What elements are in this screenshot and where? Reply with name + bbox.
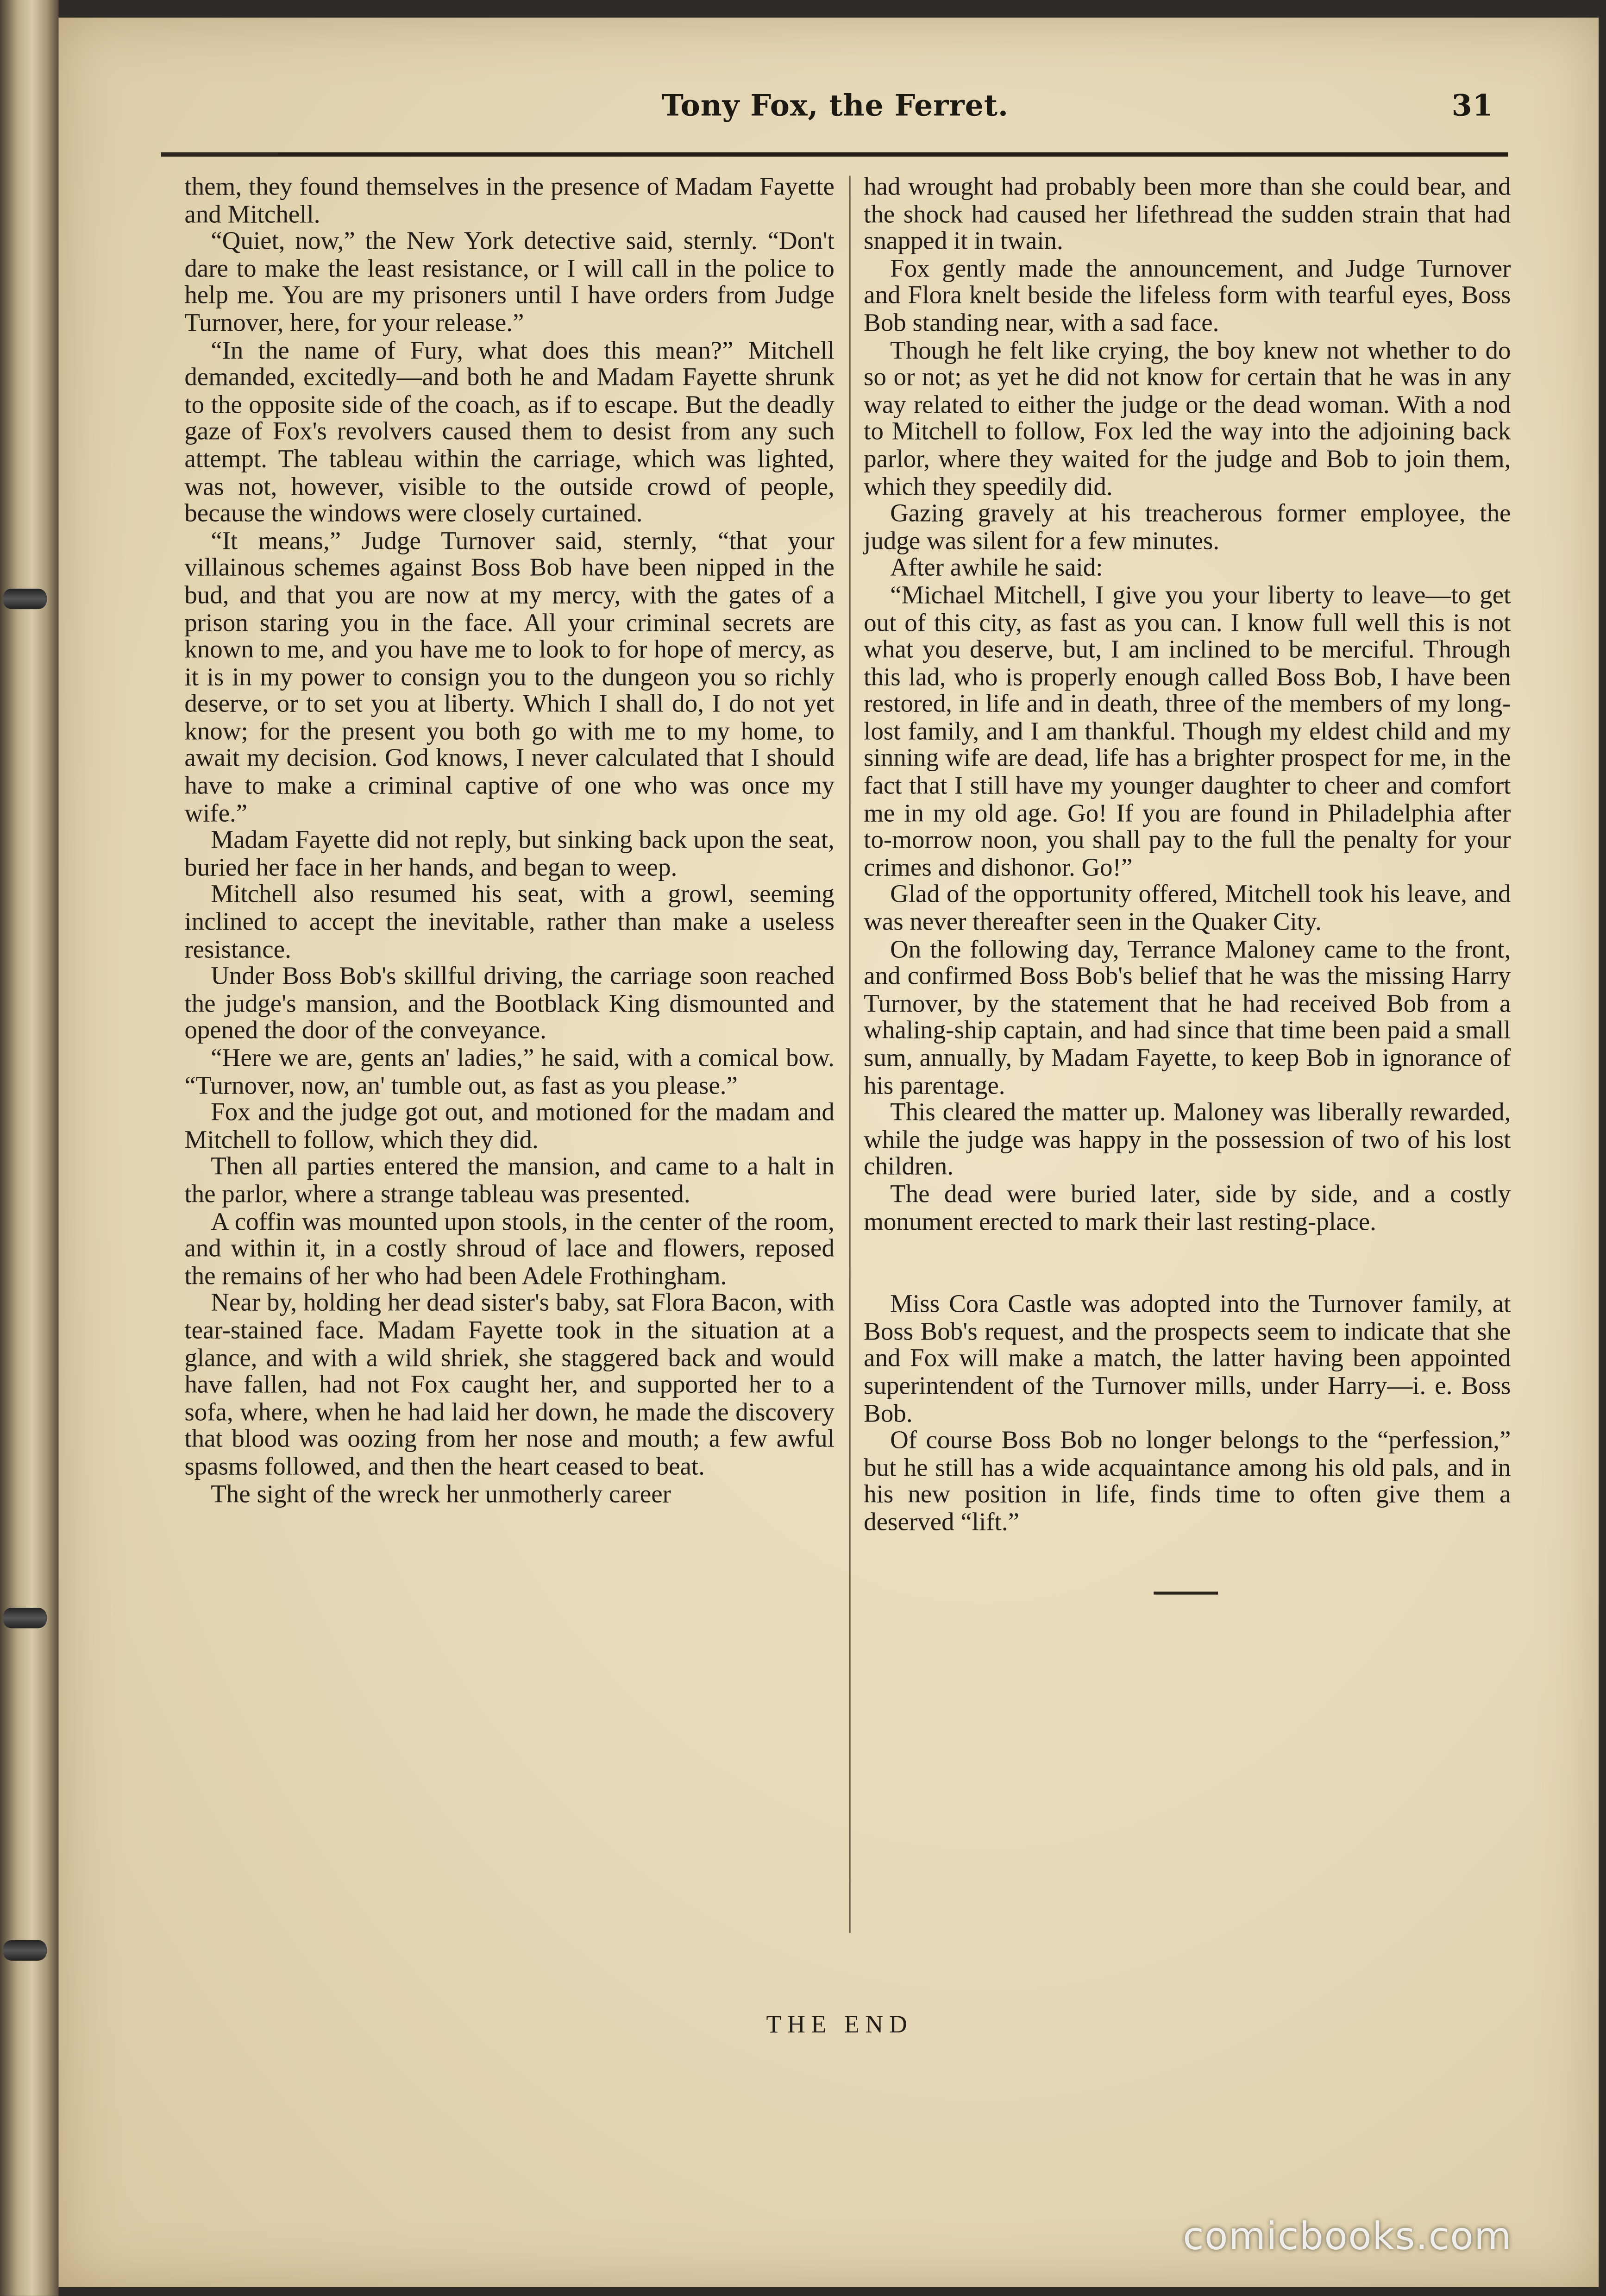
paragraph: Miss Cora Castle was adopted into the Turnover family, at Boss Bob's request, and the prospects seem to indicate that she and Fox will make a match, the latter having been appointed superintendent of the Turnover mills, under Harry—i. e. Boss Bob. xyxy=(864,1289,1511,1427)
paragraph: Gazing gravely at his treacherous former employee, the judge was silent for a few minutes. xyxy=(864,498,1511,555)
the-end: THE END xyxy=(766,2010,913,2038)
staple-3 xyxy=(3,1940,47,1961)
paragraph: “Quiet, now,” the New York detective said, sternly. “Don't dare to make the least resistance, or I will call in the police to help me. You are my prisoners until I have orders from Judge Turnover, here, for your release.” xyxy=(184,226,834,337)
staple-1 xyxy=(3,589,47,609)
paragraph: Fox gently made the announcement, and Judge Turnover and Flora knelt beside the lifeless form with tearful eyes, Boss Bob standing near, with a sad face. xyxy=(864,253,1511,337)
header-rule xyxy=(161,152,1508,157)
paragraph: A coffin was mounted upon stools, in the center of the room, and within it, in a costly shroud of lace and flowers, reposed the remains of her who had been Adele Frothingham. xyxy=(184,1206,834,1290)
paragraph: Near by, holding her dead sister's baby, sat Flora Bacon, with tear-stained face. Madam Fayette took in the situation at a glance, and with a wild shriek, she staggered back and would have fallen, had not Fox caught her, and supported her to a sofa, where, when he had laid her down, he made the discovery that blood was oozing from her nose and mouth; a few awful spasms followed, and then the heart ceased to beat. xyxy=(184,1287,834,1480)
paragraph: Of course Boss Bob no longer belongs to the “perfession,” but he still has a wide acquaintance among his old pals, and in his new position in life, finds time to often give them a deserved “lift.” xyxy=(864,1425,1511,1536)
staple-2 xyxy=(3,1608,47,1628)
paragraph: Glad of the opportunity offered, Mitchell took his leave, and was never thereafter seen in the Quaker City. xyxy=(864,879,1511,936)
section-break-rule xyxy=(1154,1591,1218,1594)
paragraph: “Here we are, gents an' ladies,” he said, with a comical bow. “Turnover, now, an' tumble out, as fast as you please.” xyxy=(184,1042,834,1099)
paragraph: had wrought had probably been more than she could bear, and the shock had caused her lifethread the sudden strain that had snapped it in twain. xyxy=(864,171,1511,255)
paragraph: This cleared the matter up. Maloney was liberally rewarded, while the judge was happy in the possession of two of his lost children. xyxy=(864,1097,1511,1181)
column-divider xyxy=(849,176,851,1933)
paragraph: Fox and the judge got out, and motioned for the madam and Mitchell to follow, which they did. xyxy=(184,1097,834,1154)
watermark: comicbooks.com xyxy=(1183,2215,1512,2259)
binding-spine xyxy=(0,0,58,2296)
paragraph: “Michael Mitchell, I give you your liberty to leave—to get out of this city, as fast as you can. I know full well this is not what you deserve, but, I am inclined to be merciful. Through this lad, who is properly enough called Boss Bob, I have been restored, in life and in death, three of the members of my long-lost family, and I am thankful. Though my eldest child and my sinning wife are dead, life has a brighter prospect for me, in the fact that I still have my younger daughter to cheer and comfort me in my old age. Go! If you are found in Philadelphia after to-morrow noon, you shall pay to the full the penalty for your crimes and dishonor. Go!” xyxy=(864,579,1511,881)
paragraph: Then all parties entered the mansion, and came to a halt in the parlor, where a strange tableau was presented. xyxy=(184,1151,834,1208)
paragraph: Mitchell also resumed his seat, with a growl, seeming inclined to accept the inevitable, rather than make a useless resistance. xyxy=(184,879,834,963)
right-column-top xyxy=(864,173,1511,1234)
left-column xyxy=(184,173,834,1507)
right-column xyxy=(864,173,1511,1535)
paragraph: them, they found themselves in the presence of Madam Fayette and Mitchell. xyxy=(184,171,834,228)
running-title: Tony Fox, the Ferret. xyxy=(661,88,1009,123)
paragraph: The dead were buried later, side by side, and a costly monument erected to mark their last resting-place. xyxy=(864,1178,1511,1235)
paragraph: Under Boss Bob's skillful driving, the carriage soon reached the judge's mansion, and the Bootblack King dismounted and opened the door of the conveyance. xyxy=(184,961,834,1045)
right-column-bottom xyxy=(864,1290,1511,1535)
paragraph: “It means,” Judge Turnover said, sternly, “that your villainous schemes against Boss Bob have been nipped in the bud, and that you are now at my mercy, with the gates of a prison staring you in the face. All your criminal secrets are known to me, and you have me to look to for hope of mercy, as it is in my power to consign you to the dungeon you so richly deserve, or to set you at liberty. Which I shall do, I do not yet know; for the present you both go with me to my home, to await my decision. God knows, I never calculated that I should have to make a criminal captive of one who was once my wife.” xyxy=(184,525,834,827)
paragraph: “In the name of Fury, what does this mean?” Mitchell demanded, excitedly—and both he and Madam Fayette shrunk to the opposite side of the coach, as if to escape. But the deadly gaze of Fox's revolvers caused them to desist from any such attempt. The tableau within the carriage, which was lighted, was not, however, visible to the outside crowd of people, because the windows were closely curtained. xyxy=(184,334,834,528)
paragraph: On the following day, Terrance Maloney came to the front, and confirmed Boss Bob's belief that he was the missing Harry Turnover, by the statement that he had received Bob from a whaling-ship captain, and had since that time been paid a small sum, annually, by Madam Fayette, to keep Bob in ignorance of his parentage. xyxy=(864,933,1511,1099)
paragraph: The sight of the wreck her unmotherly career xyxy=(211,1478,671,1508)
paragraph: Though he felt like crying, the boy knew not whether to do so or not; as yet he did not know for certain that he was in any way related to either the judge or the dead woman. With a nod to Mitchell to follow, Fox led the way into the adjoining back parlor, where they waited for the judge and Bob to join them, which they speedily did. xyxy=(864,334,1511,500)
paragraph: Madam Fayette did not reply, but sinking back upon the seat, buried her face in her hands, and began to weep. xyxy=(184,824,834,881)
page-number: 31 xyxy=(1451,88,1493,123)
paragraph: After awhile he said: xyxy=(890,552,1103,582)
